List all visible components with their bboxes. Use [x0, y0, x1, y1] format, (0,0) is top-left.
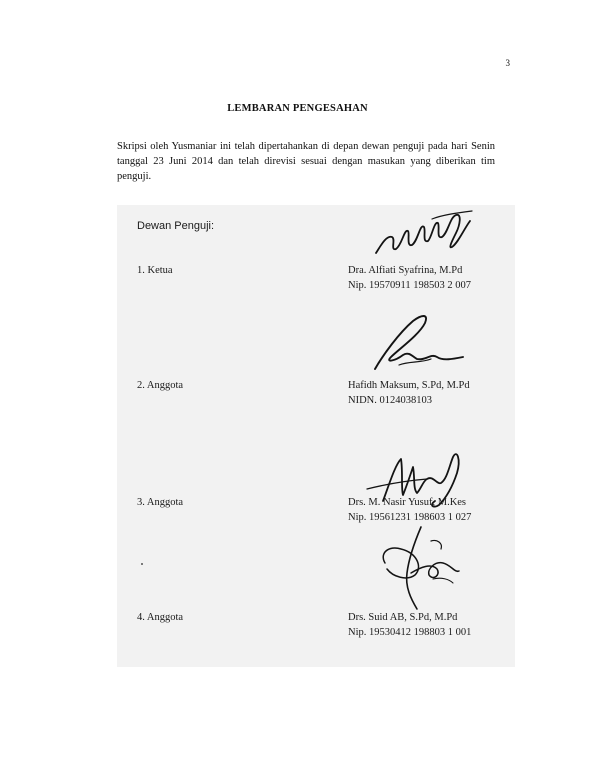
page-number: 3: [505, 58, 510, 68]
member-3-role: 3. Anggota: [137, 497, 184, 508]
member-4-role: 4. Anggota: [137, 612, 184, 623]
member-1-name: Dra. Alfiati Syafrina, M.Pd: [348, 265, 463, 276]
examiners-heading: Dewan Penguji:: [137, 220, 215, 232]
member-2-role: 2. Anggota: [137, 380, 184, 391]
scan-speck: [141, 563, 143, 565]
member-2-name: Hafidh Maksum, S.Pd, M.Pd: [348, 380, 470, 391]
scanned-signature-sheet: [117, 205, 515, 667]
member-2-id: NIDN. 0124038103: [348, 395, 432, 406]
member-3-id: Nip. 19561231 198603 1 027: [348, 512, 472, 523]
signature-4: [371, 523, 471, 618]
member-3-name: Drs. M. Nasir Yusuf, M.Kes: [348, 497, 467, 508]
page-title: LEMBARAN PENGESAHAN: [227, 103, 368, 114]
signature-2: [369, 305, 469, 375]
member-4-name: Drs. Suid AB, S.Pd, M.Pd: [348, 612, 458, 623]
signature-1: [372, 207, 482, 259]
member-1-role: 1. Ketua: [137, 265, 173, 276]
approval-paragraph: Skripsi oleh Yusmaniar ini telah dipertahankan di depan dewan penguji pada hari Senin tanggal 23 Juni 2014 dan telah direvisi sesuai dengan masukan yang diberikan tim penguji.: [117, 141, 495, 182]
signature-3: [363, 445, 468, 513]
member-1-id: Nip. 19570911 198503 2 007: [348, 280, 471, 291]
member-4-id: Nip. 19530412 198803 1 001: [348, 627, 472, 638]
